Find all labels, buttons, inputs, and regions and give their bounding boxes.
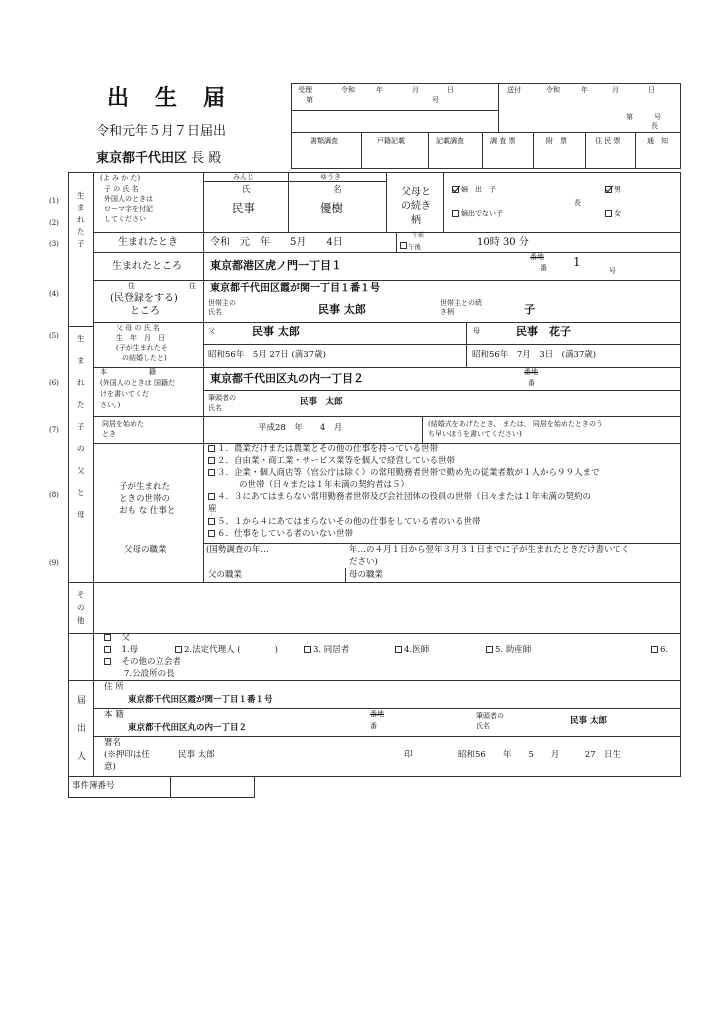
side-born-child: 生まれた子 [77, 191, 85, 248]
register-head-name: 民事 太郎 [300, 397, 343, 407]
male-option[interactable]: 男 [605, 186, 621, 194]
col-resident: 住 民 票 [595, 137, 621, 145]
notifier-option-6[interactable]: 6. [651, 646, 668, 655]
child-surname: 民事 [232, 201, 255, 215]
work-option-2[interactable]: ２．自由業・商工業・サービス業等を個人で経営している世帯 [208, 457, 455, 466]
relation-legit[interactable]: 嫡 出 子 [452, 186, 496, 194]
birth-time: 10時 30 分 [477, 237, 529, 248]
seal-mark: 印 [404, 750, 413, 760]
recipient-office: 東京都千代田区 [96, 151, 188, 166]
mother-birthdate: 昭和56年 7月 3日 (満37歳) [472, 350, 597, 360]
side-notifier: 届出人 [77, 696, 87, 762]
father-occupation: 父の職業 [208, 570, 243, 580]
work-option-3[interactable]: ３．企業・個人商店等（官公庁は除く）の常用勤務者世帯で勤め先の従業者数が１人から９９人まで [208, 469, 600, 478]
form-title: 出 生 届 [107, 85, 228, 111]
notifier-cohab[interactable]: 3. 同居者 [304, 646, 349, 655]
col-annex: 附 票 [546, 137, 567, 145]
mother-name: 民事 花子 [516, 325, 571, 338]
parents-domicile: 東京都千代田区丸の内一丁目２ [210, 372, 364, 385]
notifier-address: 東京都千代田区霞が関一丁目１番１号 [128, 695, 273, 705]
furigana-given: ゆうき [320, 173, 341, 181]
birth-date: 令和 元 年 5月 4日 [210, 237, 343, 248]
recipient-suffix: 長 殿 [191, 151, 222, 166]
father-name: 民事 太郎 [252, 325, 300, 338]
work-option-1[interactable]: １．農業だけまたは農業とその他の仕事を持っている世帯 [208, 445, 438, 454]
notifier-doctor[interactable]: 4.医師 [395, 646, 429, 655]
recipient [96, 152, 221, 165]
notifier-birthdate: 昭和56 年 5 月 27 日生 [458, 750, 622, 760]
female-option[interactable]: 女 [605, 210, 621, 218]
col-survey: 調 査 票 [490, 137, 516, 145]
sent-label: 送付 [507, 86, 521, 94]
child-given-name: 優樹 [320, 201, 343, 215]
legit-checkbox [452, 186, 459, 193]
notifier-signature: 民事 太郎 [178, 750, 215, 760]
office-use-box [291, 83, 681, 169]
col-entry-check: 記載調査 [436, 137, 464, 145]
notified-date: 令和元年５月７日届出 [96, 124, 227, 139]
relation-label: 父母との続き柄 [401, 187, 431, 226]
illegit-checkbox [452, 210, 459, 217]
side-parents: 生まれた子の父と母 [77, 334, 85, 519]
relation-illegit[interactable]: 嫡出でない子 [452, 210, 503, 218]
notifier-domicile: 東京都千代田区丸の内一丁目２ [128, 723, 248, 733]
cohab-date: 平成28 年 4 月 [258, 423, 343, 433]
received-label: 受理 [298, 86, 312, 94]
notifier-father[interactable]: 父 [104, 634, 130, 643]
female-checkbox [605, 210, 612, 217]
work-option-4[interactable]: ４．３にあてはまらない常用勤務者世帯及び会社団体の役員の世帯（日々または１年未満の契約の [208, 493, 591, 502]
furigana-surname: みんじ [233, 173, 254, 181]
col-register: 戸籍記載 [377, 137, 405, 145]
side-other: その他 [77, 590, 85, 625]
work-option-5[interactable]: ５．１から４にあてはまらないその他の仕事をしている者のいる世帯 [208, 518, 481, 527]
col-document-check: 書類調査 [310, 137, 338, 145]
householder-relation: 子 [524, 303, 535, 316]
case-number-label: 事件簿番号 [72, 781, 115, 791]
birth-place: 東京都港区虎ノ門一丁目１ [210, 259, 342, 272]
notifier-midwife[interactable]: 5. 助産師 [486, 646, 531, 655]
child-address: 東京都千代田区霞が関一丁目１番１号 [210, 283, 380, 294]
notifier-head-name: 民事 太郎 [570, 716, 607, 726]
col-notice: 通 知 [647, 137, 668, 145]
notifier-guardian[interactable]: 2.法定代理人 ( ) [175, 646, 278, 655]
male-checkbox [605, 186, 612, 193]
mother-occupation: 母の職業 [349, 570, 384, 580]
work-option-6[interactable]: ６．仕事をしている者のいない世帯 [208, 530, 353, 539]
householder-name: 民事 太郎 [318, 303, 366, 316]
notifier-other[interactable]: その他の立会者 [104, 658, 181, 667]
notifier-mother[interactable]: 1.母 [104, 646, 138, 655]
father-birthdate: 昭和56年 5月 27日 (満37歳) [208, 350, 326, 360]
